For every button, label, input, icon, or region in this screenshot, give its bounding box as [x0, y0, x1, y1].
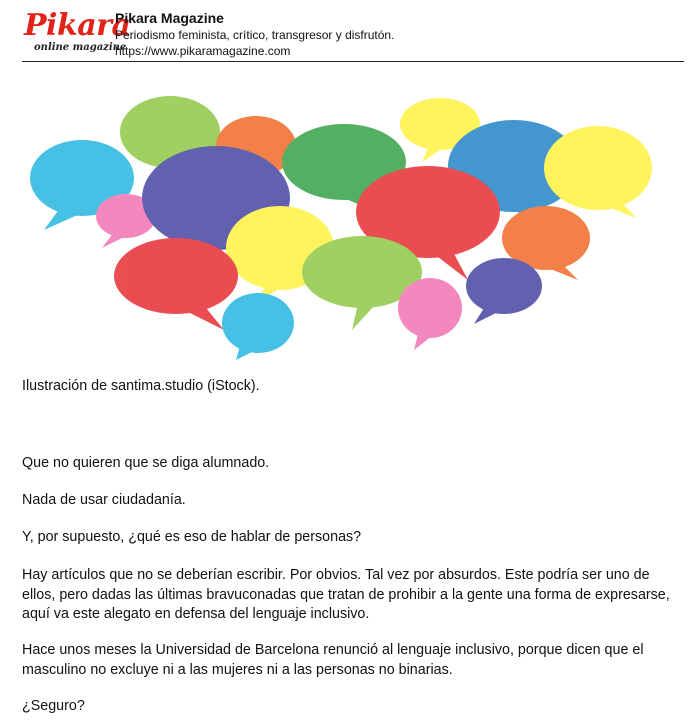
article-paragraph: Y, por supuesto, ¿qué es eso de hablar de personas? [22, 529, 362, 545]
pikara-logo[interactable] [22, 8, 131, 58]
magazine-title: Pikara Magazine [115, 10, 224, 26]
speech-bubble-purple-right [466, 258, 542, 324]
article-paragraph: Que no quieren que se diga alumnado. [22, 455, 270, 471]
speech-bubble-blue-bottom [222, 293, 294, 360]
logo-wordmark: Pikara [24, 8, 131, 43]
header-divider [22, 61, 684, 62]
speech-bubble-yellow-right [544, 126, 652, 218]
article-paragraph: Nada de usar ciudadanía. [22, 492, 186, 508]
site-header [22, 8, 684, 61]
logo-subtitle: online magazine [34, 42, 127, 53]
article-paragraph: ¿Seguro? [22, 698, 85, 714]
speech-bubbles-illustration [22, 80, 662, 365]
magazine-url[interactable]: https://www.pikaramagazine.com [115, 44, 291, 58]
image-caption: Ilustración de santima.studio (iStock). [22, 378, 260, 394]
article-paragraph: Hace unos meses la Universidad de Barcelona renunció al lenguaje inclusivo, porque dicen que el masculino no excluye ni a las mujeres ni a las personas no binarias. [22, 642, 644, 678]
masthead [115, 10, 394, 59]
article-paragraph: Hay artículos que no se deberían escribir. Por obvios. Tal vez por absurdos. Este podría ser uno de ellos, pero dadas las últimas bravuconadas que tratan de prohibir a la gente una forma de expresarse, aquí va este alegato en defensa del lenguaje inclusivo. [22, 567, 670, 622]
speech-bubble-pink-bottom [398, 278, 462, 350]
magazine-tagline: Periodismo feminista, crítico, transgresor y disfrutón. [115, 28, 395, 42]
speech-bubble-red-left [114, 238, 238, 330]
